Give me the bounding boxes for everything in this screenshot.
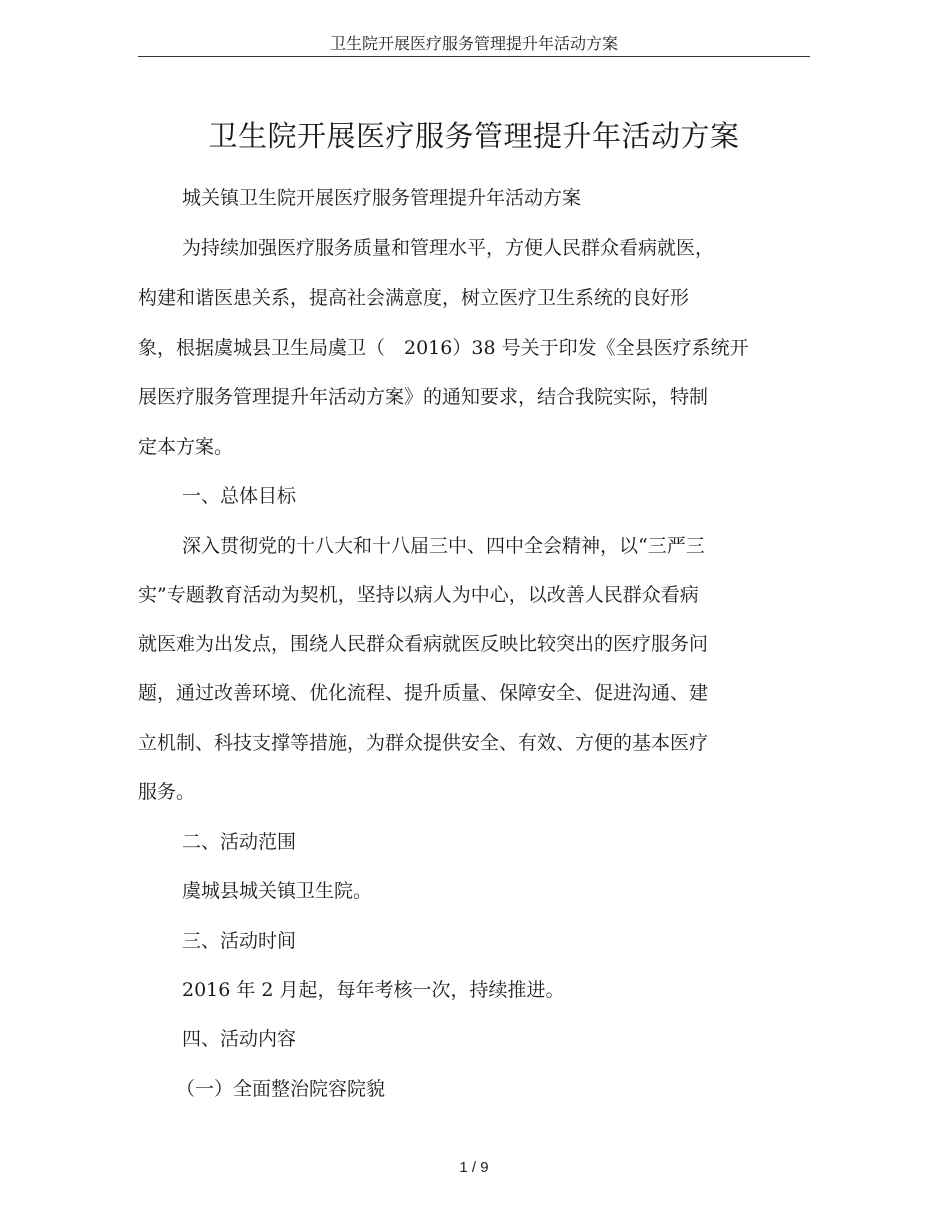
- paragraph-line: 题，通过改善环境、优化流程、提升质量、保障安全、促进沟通、建: [138, 682, 709, 704]
- section-heading: 一、总体目标: [182, 485, 297, 507]
- document-title: 卫生院开展医疗服务管理提升年活动方案: [208, 119, 740, 153]
- paragraph-line: 立机制、科技支撑等措施，为群众提供安全、有效、方便的基本医疗: [138, 732, 709, 754]
- subtitle-line: 城关镇卫生院开展医疗服务管理提升年活动方案: [182, 187, 582, 209]
- paragraph-line: 构建和谐医患关系，提高社会满意度，树立医疗卫生系统的良好形: [138, 287, 690, 309]
- paragraph-line: 定本方案。: [138, 436, 234, 458]
- paragraph-line: 就医难为出发点，围绕人民群众看病就医反映比较突出的医疗服务问: [138, 633, 709, 655]
- section-heading: 四、活动内容: [182, 1028, 297, 1050]
- section-heading: 二、活动范围: [182, 831, 297, 853]
- paragraph-line: 虞城县城关镇卫生院。: [182, 880, 373, 902]
- subsection-heading: （一）全面整治院容院貌: [176, 1078, 386, 1100]
- paragraph-line: 深入贯彻党的十八大和十八届三中、四中全会精神，以“三严三: [182, 535, 705, 557]
- paragraph-line: 为持续加强医疗服务质量和管理水平，方便人民群众看病就医，: [182, 237, 715, 259]
- paragraph-line: 实”专题教育活动为契机，坚持以病人为中心，以改善人民群众看病: [138, 584, 699, 606]
- header-rule: [138, 56, 810, 57]
- paragraph-line: 服务。: [138, 781, 196, 803]
- page-number: 1 / 9: [459, 1159, 489, 1176]
- paragraph-line: 象，根据虞城县卫生局虞卫（ 2016）38 号关于印发《全县医疗系统开: [138, 337, 749, 359]
- paragraph-line: 展医疗服务管理提升年活动方案》的通知要求，结合我院实际，特制: [138, 386, 709, 408]
- section-heading: 三、活动时间: [182, 930, 297, 952]
- running-header: 卫生院开展医疗服务管理提升年活动方案: [329, 34, 618, 53]
- paragraph-line: 2016 年 2 月起，每年考核一次，持续推进。: [182, 979, 565, 1001]
